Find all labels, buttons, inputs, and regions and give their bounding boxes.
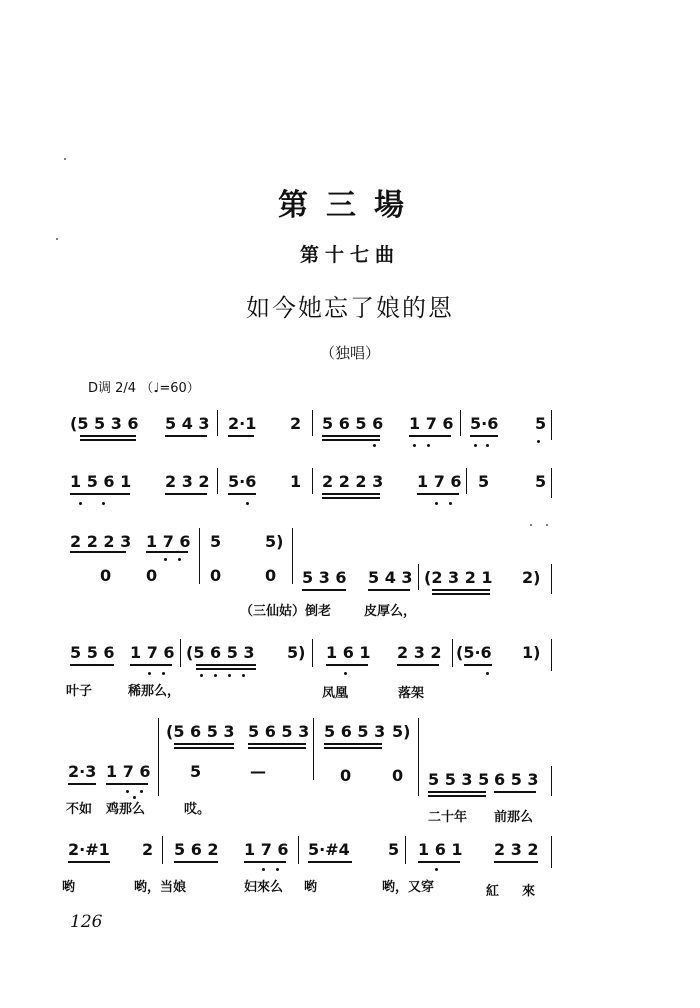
lyric: 叶子 (66, 684, 93, 699)
note-group: 5 (388, 840, 400, 859)
note-group: 2 3 2 (397, 643, 442, 662)
note-group: 5 4 3 (368, 568, 413, 587)
note-group: 5 4 3 (165, 414, 210, 433)
note-group: 2·1 (228, 414, 257, 433)
lyric: （三仙姑）倒老 (240, 604, 332, 619)
song-number: 第十七曲 (299, 244, 400, 266)
note-rest: 0 (210, 566, 222, 585)
note-group: 2 3 2 (494, 840, 539, 859)
note-group: 5 6 5 3 (248, 722, 310, 741)
note-group: 5·#4 (308, 840, 350, 859)
note-group: 1 (290, 472, 302, 491)
key-tempo: D调 2/4 （♩=60） (88, 381, 200, 396)
note-dash: — (250, 762, 266, 781)
note-group: 2·3 (68, 762, 97, 781)
lyric: 哟，当娘 (134, 880, 187, 895)
note-group: (5 6 5 3 (186, 643, 255, 662)
note-sub: 5 (190, 762, 202, 781)
lyric: 皮厚么， (364, 604, 417, 619)
note-rest: 0 (340, 766, 352, 785)
note-group: 1 7 6 (106, 762, 151, 781)
note-group: 2·#1 (68, 840, 110, 859)
lyric: 妇來么 (244, 880, 284, 895)
lyric: 鸡那么 (106, 802, 146, 817)
note-group: 5·6 (228, 472, 257, 491)
note-rest: 0 (146, 566, 158, 585)
lyric: 紅 (486, 884, 500, 899)
paper-speck (546, 524, 548, 526)
note-group: (2 3 2 1 (424, 568, 493, 587)
note-group: 2 (290, 414, 302, 433)
note-group: 5) (392, 722, 411, 741)
note-rest: 0 (392, 766, 404, 785)
note-group: 5 3 6 (302, 568, 347, 587)
note-group: 1 7 6 (146, 532, 191, 551)
note-group: 1 5 6 1 (70, 472, 132, 491)
paper-speck (530, 524, 532, 526)
note-group: 5) (287, 643, 306, 662)
lyric: 二十年 (428, 810, 468, 825)
lyric: 稀那么， (128, 684, 181, 699)
note-group: 5 6 2 (174, 840, 219, 859)
lyric: 哎。 (184, 802, 211, 817)
note-group: (5 6 5 3 (166, 722, 235, 741)
lyric: 哟，又穿 (382, 880, 435, 895)
note-group: 5 6 5 6 (322, 414, 384, 433)
note-group: (5 5 3 6 (70, 414, 139, 433)
performance-note: （独唱） (319, 344, 380, 362)
note-group: 1 6 1 (418, 840, 463, 859)
song-title: 如今她忘了娘的恩 (246, 294, 454, 322)
note-group: 5 (535, 472, 547, 491)
note-group: 5 (478, 472, 490, 491)
lyric: 哟 (62, 880, 76, 895)
act-title: 第三場 (278, 188, 422, 223)
note-group: 5 5 6 (70, 643, 115, 662)
note-group: 1 6 1 (326, 643, 371, 662)
note-group: 1 7 6 (409, 414, 454, 433)
lyric: 哟 (304, 880, 318, 895)
paper-speck (64, 158, 66, 160)
note-rest: 0 (265, 566, 277, 585)
note-group: 5 5 3 5 (428, 770, 490, 789)
lyric: 來 (522, 884, 536, 899)
lyric: 不如 (66, 802, 93, 817)
note-group: (5·6 (456, 643, 492, 662)
paper-speck (56, 238, 58, 240)
lyric: 凤凰 (322, 686, 349, 701)
note-group: 1 7 6 (244, 840, 289, 859)
note-group: 2 (142, 840, 154, 859)
note-group: 6 5 3 (494, 770, 539, 789)
note-group: 5) (265, 532, 284, 551)
note-group: 5 (210, 532, 222, 551)
note-group: 2 3 2 (165, 472, 210, 491)
note-group: 2 2 2 3 (70, 532, 132, 551)
page-number: 126 (70, 912, 103, 932)
note-rest: 0 (100, 566, 112, 585)
note-group: 2) (522, 568, 541, 587)
note-group: 1) (522, 643, 541, 662)
lyric: 前那么 (494, 810, 534, 825)
note-group: 2 2 2 3 (322, 472, 384, 491)
note-group: 5 (535, 414, 547, 433)
note-group: 1 7 6 (130, 643, 175, 662)
note-group: 1 7 6 (417, 472, 462, 491)
note-group: 5 6 5 3 (324, 722, 386, 741)
lyric: 落架 (398, 686, 425, 701)
note-group: 5·6 (470, 414, 499, 433)
